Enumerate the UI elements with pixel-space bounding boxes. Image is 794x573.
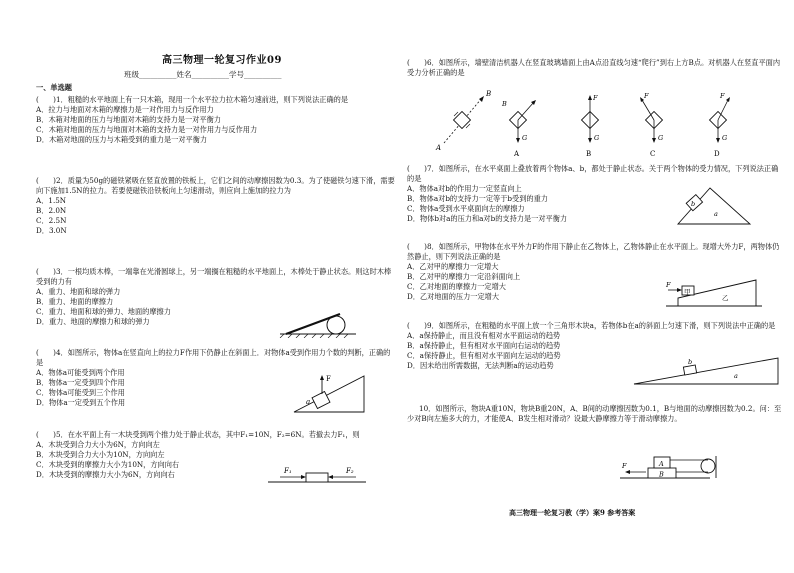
q1-option: B．木箱对地面的压力与地面对木箱的支持力是一对平衡力 — [36, 114, 221, 124]
question-2 — [36, 176, 396, 236]
label-G: G — [658, 134, 664, 142]
question-7 — [407, 164, 779, 224]
label-F: F — [666, 281, 671, 289]
question-1 — [36, 95, 396, 145]
label-b: b — [688, 358, 693, 366]
q6-option-b-diagram — [582, 94, 600, 158]
q7-option: A．物体a对b的作用力一定竖直向上 — [407, 183, 522, 193]
q9-stem: ( )9．如图所示，在粗糙的水平面上放一个三角形木块a，若物体b在a的斜面上匀速下滑，则下列说法中正确的是 — [407, 321, 776, 330]
label-F: F — [720, 92, 725, 100]
q5-option: A．木块受到合力大小为6N，方向向左 — [36, 439, 160, 449]
label-B: B — [486, 90, 492, 98]
q6-option-a-diagram — [501, 100, 536, 158]
q9-option: D．因未给出所需数据，无法判断a的运动趋势 — [407, 360, 554, 370]
q5-figure-block-forces — [266, 462, 368, 484]
label-G: G — [522, 134, 528, 142]
q9-figure-slide — [632, 356, 780, 388]
label-G: G — [594, 134, 600, 142]
q7-option: C．物体a受到水平桌面向左的摩擦力 — [407, 203, 525, 213]
q5-option: D．木块受到的摩擦力大小为6N，方向向右 — [36, 469, 175, 479]
option-label-a: A — [514, 150, 520, 158]
q5-option: B．木块受到合力大小为10N，方向向左 — [36, 449, 165, 459]
question-10 — [407, 404, 783, 424]
q5-option: C．木块受到的摩擦力大小为10N，方向向右 — [36, 459, 180, 469]
label-F: F — [644, 92, 649, 100]
question-5 — [36, 430, 360, 480]
label-A: A — [436, 144, 442, 152]
q6-path-diagram — [435, 90, 491, 152]
q8-option: A．乙对甲的摩擦力一定增大 — [407, 261, 499, 271]
answer-key-title: 高三物理一轮复习教（学）案9 参考答案 — [509, 508, 636, 517]
option-label-d: D — [714, 150, 720, 158]
q3-option: A．重力、地面和球的弹力 — [36, 286, 121, 296]
label-F2: F₂ — [346, 467, 354, 475]
q6-option-d-diagram — [710, 92, 730, 158]
q8-option: B．乙对甲的摩擦力一定沿斜面向上 — [407, 271, 521, 281]
q3-stem: ( )3．一根均质木棒，一端靠在光滑圆球上，另一端搁在粗糙的水平地面上，木棒处于静止状态。则这时木棒受到的力有 — [36, 267, 392, 286]
q9-option: A．a保持静止，而且没有相对水平面运动的趋势 — [407, 330, 561, 340]
label-F: F — [326, 375, 331, 383]
label-a: a — [306, 398, 311, 406]
q8-stem: ( )8．如图所示，甲物体在水平外力F的作用下静止在乙物体上，乙物体静止在水平面上。现增大外力F，两物体仍然静止，则下列说法正确的是 — [407, 242, 780, 261]
q1-option: A．拉力与地面对木箱的摩擦力是一对作用力与反作用力 — [36, 104, 214, 114]
q2-option: C．2.5N — [36, 215, 67, 225]
page-title: 高三物理一轮复习作业09 — [162, 55, 282, 66]
label-a: a — [714, 210, 718, 218]
section-heading: 一、单选题 — [36, 83, 72, 92]
question-8 — [407, 242, 780, 302]
question-4 — [36, 348, 391, 408]
label-b: b — [691, 200, 696, 208]
q8-option: C．乙对地面的摩擦力一定增大 — [407, 281, 506, 291]
q10-stem: 10．如图所示，物块A重10N，物块B重20N，A、B间的动摩擦因数为0.1，B与地面的动摩擦因数为0.2。问：至少对B向左施多大的力，才能使A、B发生相对滑动？设最大静摩擦力等于滑动摩擦力。 — [407, 404, 782, 423]
q7-figure-stacked — [676, 184, 754, 228]
q3-figure-rod-ball — [278, 304, 358, 338]
q1-option: D．木箱对地面的压力与木箱受到的重力是一对平衡力 — [36, 134, 208, 144]
q8-option: D．乙对地面的压力一定增大 — [407, 291, 500, 301]
q4-stem: ( )4．如图所示，物体a在竖直向上的拉力F作用下仍静止在斜面上．对物体a受到作用力个数的判断，正确的是 — [36, 348, 391, 367]
label-B: B — [659, 470, 664, 479]
label-A: A — [659, 460, 664, 468]
label-jia: 甲 — [684, 288, 691, 296]
question-9 — [407, 321, 776, 371]
q2-option: D．3.0N — [36, 225, 67, 235]
option-label-c: C — [650, 150, 656, 158]
q9-option: C．a保持静止，但有相对水平面向左运动的趋势 — [407, 350, 561, 360]
label-a: a — [734, 372, 738, 380]
q3-option: D．重力、地面的摩擦力和球的弹力 — [36, 316, 150, 326]
q2-stem: ( )2．质量为50g的磁铁紧吸在竖直放置的铁板上，它们之间的动摩擦因数为0.3。为了使磁铁匀速下滑，需要向下施加1.5N的拉力。若要使磁铁沿铁板向上匀速滑动，则应向上施加的拉力为 — [36, 176, 395, 195]
q4-figure-incline — [292, 372, 366, 416]
q6-stem: ( )6．如图所示，墙壁清洁机器人在竖直玻璃墙面上由A点沿直线匀速“爬行”到右上方B点。对机器人在竖直平面内受力分析正确的是 — [407, 58, 781, 77]
q5-stem: ( )5．在水平面上有一木块受到两个推力处于静止状态，其中F₁=10N，F₂=6N。若撤去力F₁，则 — [36, 430, 360, 439]
q3-option: C．重力、地面和球的弹力、地面的摩擦力 — [36, 306, 171, 316]
q2-option: A．1.5N — [36, 195, 67, 205]
q4-option: A．物体a可能受到两个作用 — [36, 367, 125, 377]
label-F: F — [593, 94, 598, 102]
q4-option: B．物体a一定受到四个作用 — [36, 377, 125, 387]
q1-option: C．木箱对地面的压力与地面对木箱的支持力是一对作用力与反作用力 — [36, 124, 258, 134]
q6-option-c-diagram — [640, 92, 663, 158]
q9-option: B．a保持静止，但有相对水平面向右运动的趋势 — [407, 340, 561, 350]
q4-option: D．物体a一定受到五个作用 — [36, 397, 126, 407]
label-F: F — [622, 462, 627, 470]
label-B: B — [502, 100, 507, 108]
q8-figure-jia-yi — [664, 276, 764, 310]
student-info-line: 班级__________姓名__________学号__________ — [124, 70, 282, 79]
q2-option: B．2.0N — [36, 205, 67, 215]
q4-option: C．物体a可能受到三个作用 — [36, 387, 125, 397]
q1-stem: ( )1．粗糙的水平地面上有一只木箱，现用一个水平拉力拉木箱匀速前进，则下列说法正确的是 — [36, 95, 349, 104]
question-6 — [407, 58, 783, 78]
q6-figures — [430, 88, 786, 160]
q3-option: B．重力、地面的摩擦力 — [36, 296, 114, 306]
q7-option: D．物体b对a的压力和a对b的支持力是一对平衡力 — [407, 213, 568, 223]
q10-figure-pulley — [618, 448, 724, 482]
label-G: G — [722, 134, 728, 142]
q7-stem: ( )7．如图所示，在水平桌面上叠放着两个物体a、b，都处于静止状态。关于两个物体的受力情况，下列说法正确的是 — [407, 164, 779, 183]
label-F1: F₁ — [284, 467, 292, 475]
q7-option: B．物体a对b的支持力一定等于b受到的重力 — [407, 193, 548, 203]
option-label-b: B — [586, 150, 592, 158]
label-yi: 乙 — [722, 294, 729, 302]
